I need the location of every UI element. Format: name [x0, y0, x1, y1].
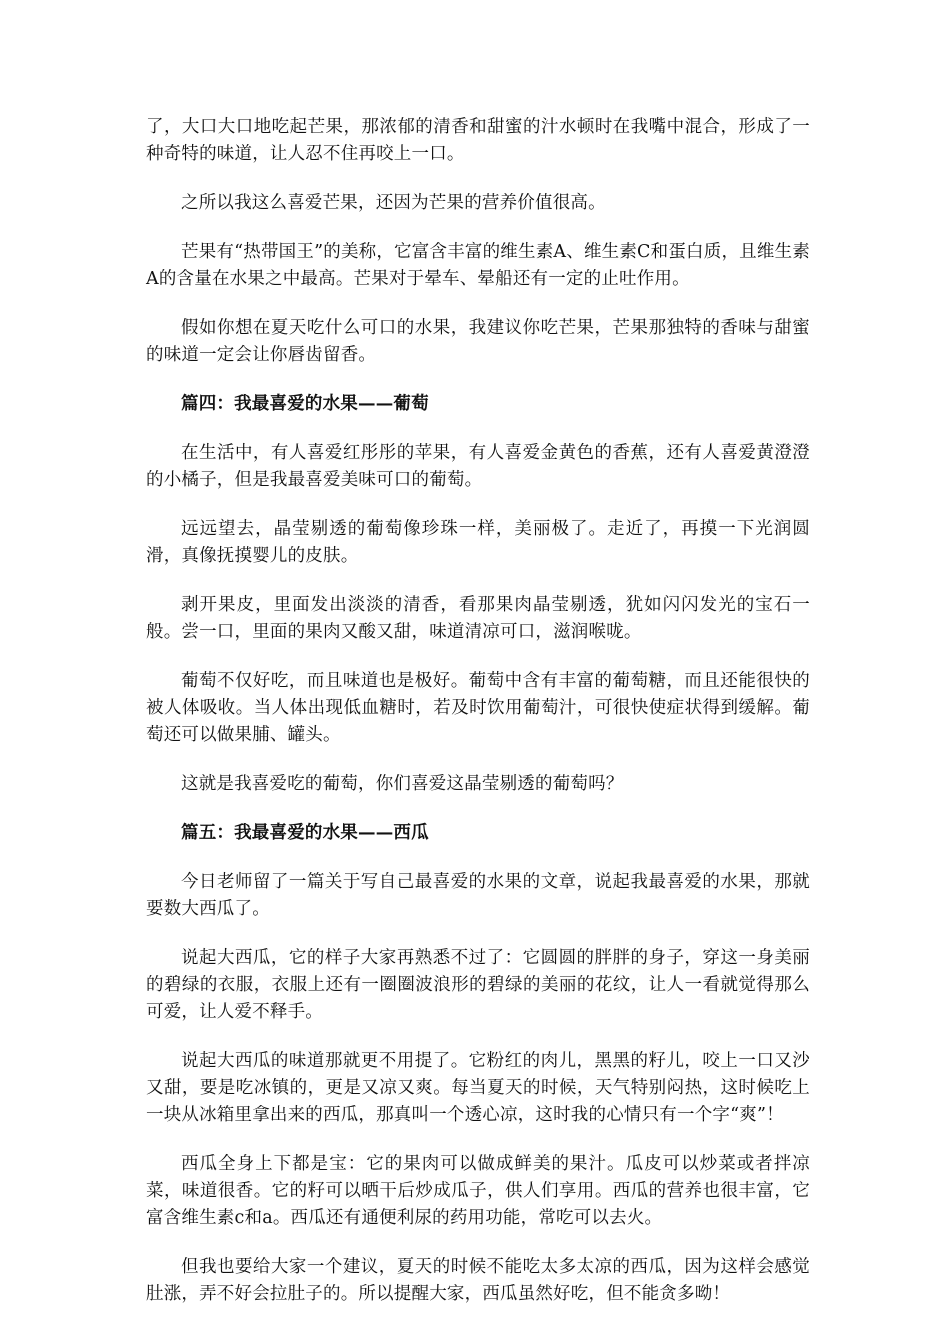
paragraph: 说起大西瓜，它的样子大家再熟悉不过了：它圆圆的胖胖的身子，穿这一身美丽的碧绿的衣服，衣服上还有一圈圈波浪形的碧绿的美丽的花纹，让人一看就觉得那么可爱，让人爱不释手。 [146, 948, 810, 1022]
paragraph: 说起大西瓜的味道那就更不用提了。它粉红的肉儿，黑黑的籽儿，咬上一口又沙又甜，要是吃冰镇的，更是又凉又爽。每当夏天的时候，天气特别闷热，这时候吃上一块从冰箱里拿出来的西瓜，那真叫一个透心凉，这时我的心情只有一个字“爽”！ [146, 1051, 810, 1125]
paragraph: 今日老师留了一篇关于写自己最喜爱的水果的文章，说起我最喜爱的水果，那就要数大西瓜了。 [146, 872, 810, 919]
paragraph: 西瓜全身上下都是宝：它的果肉可以做成鲜美的果汁。瓜皮可以炒菜或者拌凉菜，味道很香。它的籽可以晒干后炒成瓜子，供人们享用。西瓜的营养也很丰富，它富含维生素c和a。西瓜还有通便利尿的药用功能，常吃可以去火。 [146, 1154, 810, 1228]
section-heading: 篇四：我最喜爱的水果——葡萄 [181, 394, 429, 414]
paragraph: 葡萄不仅好吃，而且味道也是极好。葡萄中含有丰富的葡萄糖，而且还能很快的被人体吸收。当人体出现低血糖时，若及时饮用葡萄汁，可很快使症状得到缓解。葡萄还可以做果脯、罐头。 [146, 671, 810, 745]
paragraph: 剥开果皮，里面发出淡淡的清香，看那果肉晶莹剔透，犹如闪闪发光的宝石一般。尝一口，里面的果肉又酸又甜，味道清凉可口，滋润喉咙。 [146, 595, 810, 642]
section-heading: 篇五：我最喜爱的水果——西瓜 [181, 823, 429, 843]
paragraph: 假如你想在夏天吃什么可口的水果，我建议你吃芒果，芒果那独特的香味与甜蜜的味道一定会让你唇齿留香。 [146, 318, 810, 365]
paragraph: 这就是我喜爱吃的葡萄，你们喜爱这晶莹剔透的葡萄吗？ [181, 774, 624, 794]
paragraph: 之所以我这么喜爱芒果，还因为芒果的营养价值很高。 [181, 193, 606, 213]
paragraph: 芒果有“热带国王”的美称，它富含丰富的维生素A、维生素C和蛋白质，且维生素A的含量在水果之中最高。芒果对于晕车、晕船还有一定的止吐作用。 [146, 242, 810, 289]
paragraph: 远远望去，晶莹剔透的葡萄像珍珠一样，美丽极了。走近了，再摸一下光润圆滑，真像抚摸婴儿的皮肤。 [146, 519, 810, 566]
paragraph: 在生活中，有人喜爱红彤彤的苹果，有人喜爱金黄色的香蕉，还有人喜爱黄澄澄的小橘子，但是我最喜爱美味可口的葡萄。 [146, 443, 810, 490]
paragraph: 但我也要给大家一个建议，夏天的时候不能吃太多太凉的西瓜，因为这样会感觉肚涨，弄不好会拉肚子的。所以提醒大家，西瓜虽然好吃，但不能贪多呦！ [146, 1257, 810, 1304]
paragraph: 了，大口大口地吃起芒果，那浓郁的清香和甜蜜的汁水顿时在我嘴中混合，形成了一种奇特的味道，让人忍不住再咬上一口。 [146, 117, 810, 164]
document-page [146, 114, 810, 1330]
